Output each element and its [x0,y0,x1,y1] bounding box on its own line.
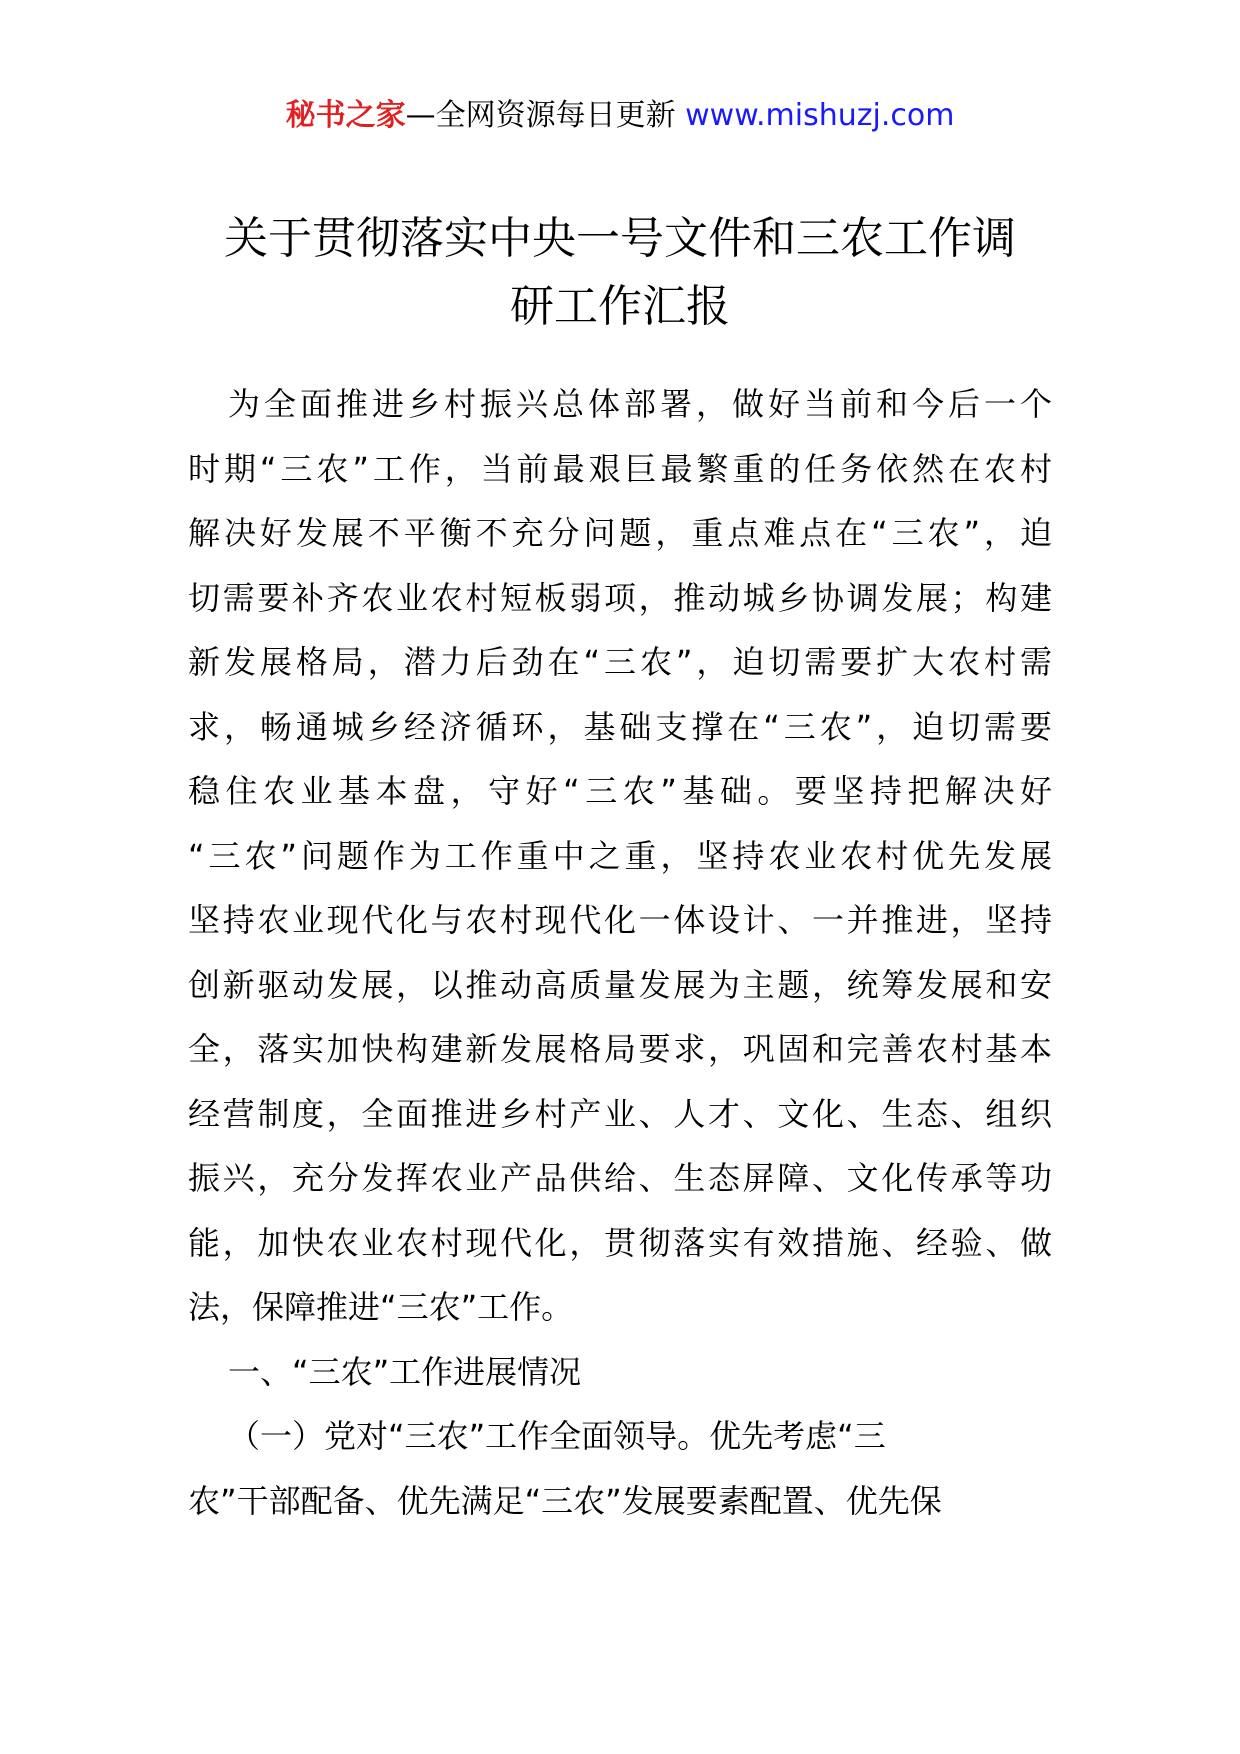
site-url[interactable]: www.mishuzj.com [685,98,955,133]
body-line: 全，落实加快构建新发展格局要求，巩固和完善农村基本 [188,1030,1052,1068]
body-line: 时期“三农”工作，当前最艰巨最繁重的任务依然在农村 [188,449,1052,488]
body-line: 振兴，充分发挥农业产品供给、生态屏障、文化传承等功 [188,1159,1052,1197]
title-line-2: 研工作汇报 [510,281,730,332]
body-line: 能，加快农业农村现代化，贯彻落实有效措施、经验、做 [188,1223,1052,1262]
document-title [150,205,1090,341]
body-line: 农”干部配备、优先满足“三农”发展要素配置、优先保 [188,1481,942,1520]
body-line: “三农”问题作为工作重中之重，坚持农业农村优先发展 [188,836,1052,875]
title-line-1: 关于贯彻落实中央一号文件和三农工作调 [224,213,1016,264]
body-line: 创新驱动发展，以推动高质量发展为主题，统筹发展和安 [188,965,1052,1004]
header-tagline: —全网资源每日更新 [405,98,676,133]
body-line: 解决好发展不平衡不充分问题，重点难点在“三农”，迫 [188,514,1052,552]
document-body [188,372,1052,1533]
section-heading: 一、“三农”工作进展情况 [228,1352,582,1391]
body-line: 稳住农业基本盘，守好“三农”基础。要坚持把解决好 [188,772,1052,810]
body-line: 经营制度，全面推进乡村产业、人才、文化、生态、组织 [188,1094,1052,1133]
body-line: 为全面推进乡村振兴总体部署，做好当前和今后一个 [228,385,1052,423]
brand-name: 秘书之家 [285,98,406,133]
body-line: 坚持农业现代化与农村现代化一体设计、一并推进，坚持 [188,901,1052,939]
subsection-line: （一）党对“三农”工作全面领导。优先考虑“三 [228,1417,886,1455]
body-line: 求，畅通城乡经济循环，基础支撑在“三农”，迫切需要 [188,707,1052,746]
body-line: 新发展格局，潜力后劲在“三农”，迫切需要扩大农村需 [188,643,1052,681]
body-line: 切需要补齐农业农村短板弱项，推动城乡协调发展；构建 [188,578,1052,617]
site-header [0,96,1240,136]
body-line: 法，保障推进“三农”工作。 [188,1288,574,1326]
